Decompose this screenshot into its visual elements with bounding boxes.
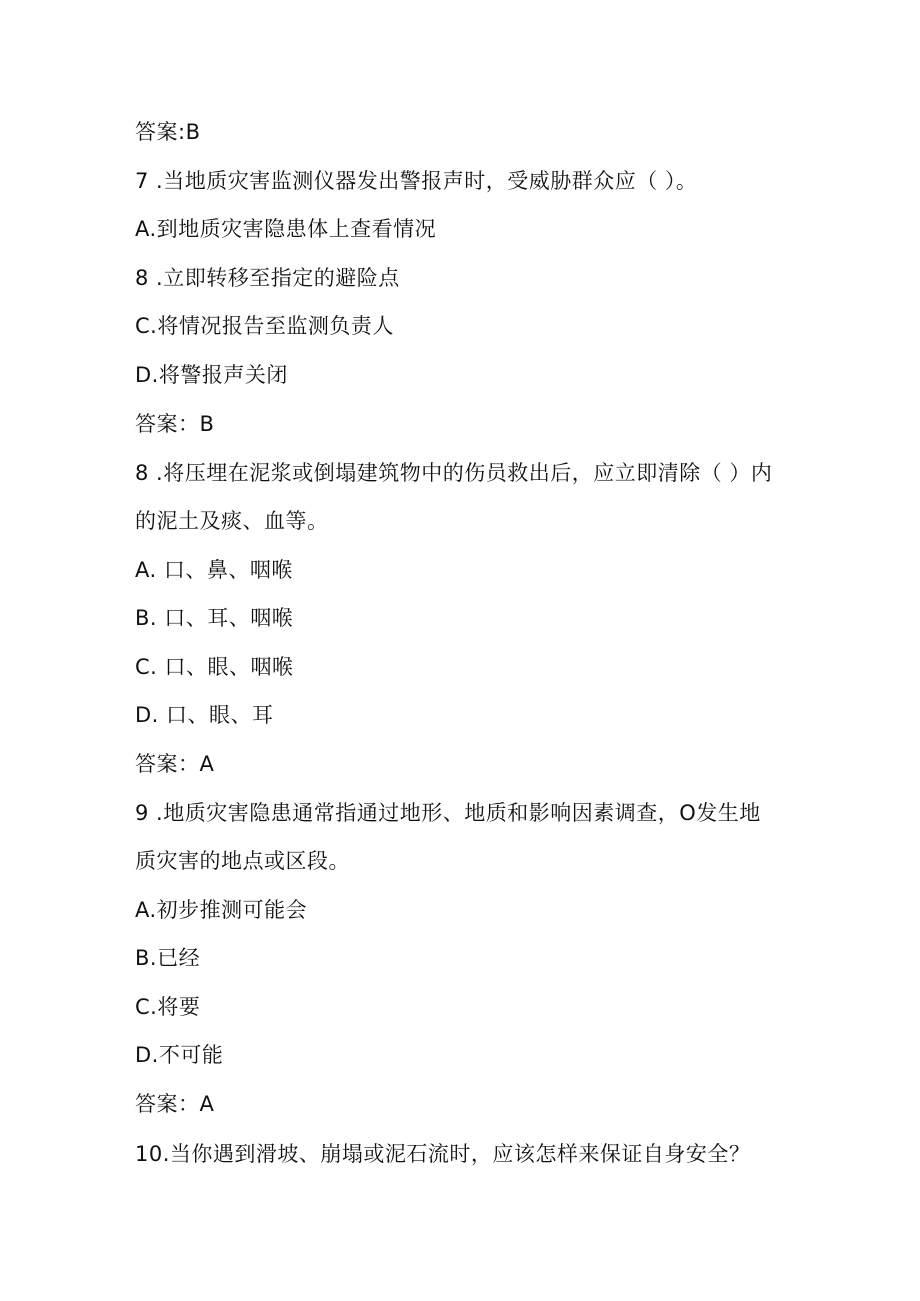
option-d-text: D.不可能 bbox=[135, 1043, 224, 1067]
question-8-text-continued: 的泥土及痰、血等。 bbox=[135, 509, 329, 533]
option-a-text: A.到地质灾害隐患体上查看情况 bbox=[135, 217, 437, 241]
option-d-text: D.将警报声关闭 bbox=[135, 363, 288, 387]
answer-line: 答案:B bbox=[135, 120, 201, 144]
question-9-text: 9 .地质灾害隐患通常指通过地形、地质和影响因素调查，O发生地 bbox=[135, 801, 761, 825]
option-b-text: 8 .立即转移至指定的避险点 bbox=[135, 266, 400, 290]
question-8-text: 8 .将压埋在泥浆或倒塌建筑物中的伤员救出后，应立即清除（ ）内 bbox=[135, 461, 773, 485]
option-c-text: C. 口、眼、咽喉 bbox=[135, 655, 294, 679]
option-c-text: C.将要 bbox=[135, 995, 201, 1019]
question-7-text: 7 .当地质灾害监测仪器发出警报声时，受威胁群众应（ ）。 bbox=[135, 169, 698, 193]
option-a-text: A.初步推测可能会 bbox=[135, 898, 308, 922]
question-10-text: 10.当你遇到滑坡、崩塌或泥石流时，应该怎样来保证自身安全？ bbox=[135, 1142, 751, 1166]
option-b-text: B.已经 bbox=[135, 946, 201, 970]
answer-line: 答案：A bbox=[135, 1092, 215, 1116]
option-a-text: A. 口、鼻、咽喉 bbox=[135, 558, 293, 582]
option-c-text: C.将情况报告至监测负责人 bbox=[135, 314, 394, 338]
answer-line: 答案：A bbox=[135, 752, 215, 776]
option-d-text: D. 口、眼、耳 bbox=[135, 703, 274, 727]
option-b-text: B. 口、耳、咽喉 bbox=[135, 606, 294, 630]
question-9-text-continued: 质灾害的地点或区段。 bbox=[135, 849, 350, 873]
answer-line: 答案：B bbox=[135, 412, 215, 436]
